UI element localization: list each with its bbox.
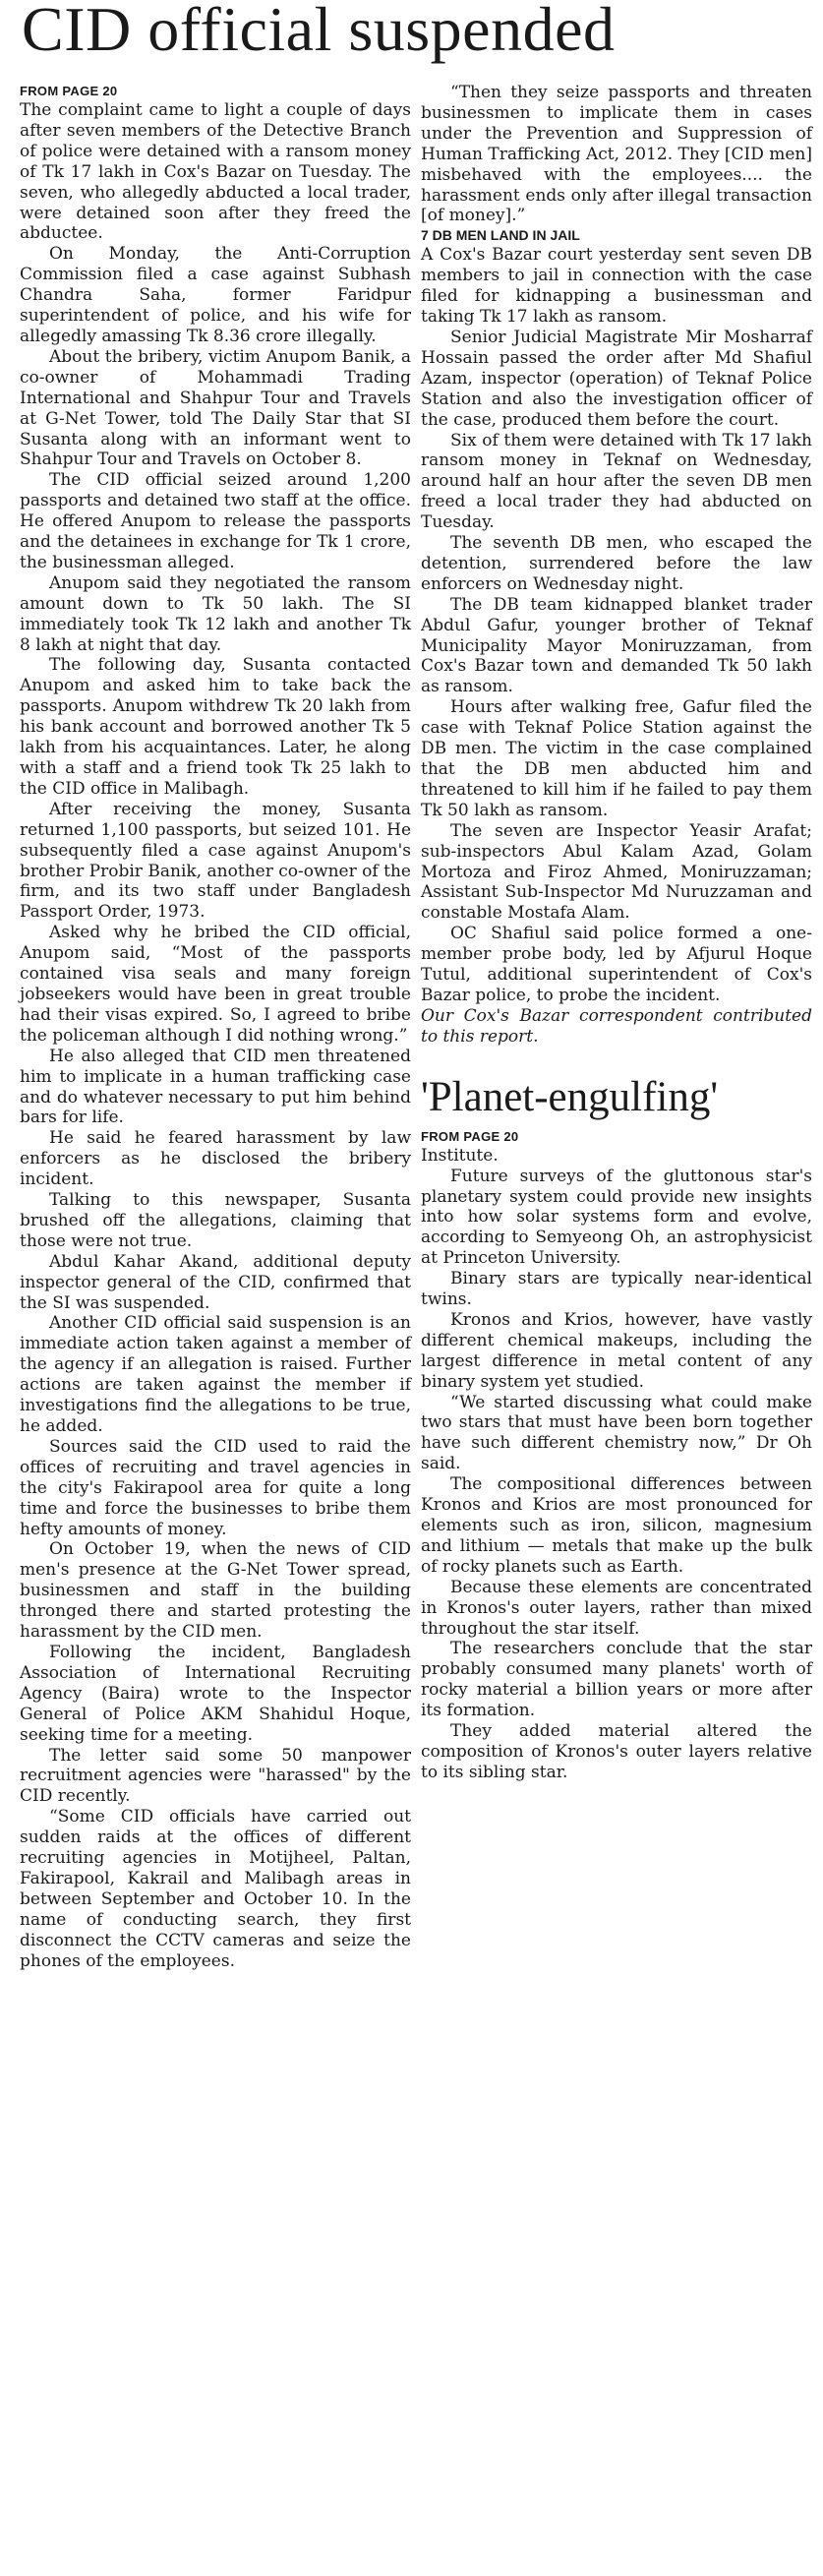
page-headline: CID official suspended	[22, 0, 616, 64]
story1-paragraph: Following the incident, Bangladesh Association of International Recruiting Agency (Baira) wrote to the Inspector General of Police AKM Shahidul Hoque, seeking time for a meeting.	[20, 1642, 411, 1745]
story1-paragraph: Another CID official said suspension is an immediate action taken against a member of the agency if an allegation is raised. Further actions are taken against the member if investigations find the allegations to be true, he added.	[20, 1313, 411, 1436]
story1-paragraph: He said he feared harassment by law enforcers as he disclosed the bribery incident.	[20, 1128, 411, 1190]
story1-paragraph: The following day, Susanta contacted Anupom and asked him to take back the passports. Anupom withdrew Tk 20 lakh from his bank account and borrowed another Tk 5 lakh from his acquaintances. Later, he along with a staff and a friend took Tk 25 lakh to the CID office in Malibagh.	[20, 655, 411, 799]
story2-subhead: 7 DB MEN LAND IN JAIL	[421, 227, 580, 244]
story1-paragraph: On Monday, the Anti-Corruption Commission filed a case against Subhash Chandra Saha, former Faridpur superintendent of police, and his wife for allegedly amassing Tk 8.36 crore illegally.	[20, 244, 411, 346]
story3-paragraph: The researchers conclude that the star probably consumed many planets' worth of rocky material a billion years or more after its formation.	[421, 1639, 812, 1721]
story2-paragraph: Senior Judicial Magistrate Mir Mosharraf Hossain passed the order after Md Shafiul Azam, inspector (operation) of Teknaf Police Station and also the investigation officer of the case, produced them before the court.	[421, 327, 812, 430]
story3-paragraph: Future surveys of the gluttonous star's planetary system could provide new insights into how solar systems form and evolve, according to Semyeong Oh, an astrophysicist at Princeton University.	[421, 1166, 812, 1269]
story3-paragraph: Kronos and Krios, however, have vastly different chemical makeups, including the largest difference in metal content of any binary system yet studied.	[421, 1309, 812, 1392]
story3-paragraph: “We started discussing what could make two stars that must have been born together have such different chemistry now,” Dr Oh said.	[421, 1392, 812, 1474]
story2-credit-line: Our Cox's Bazar correspondent contributed to this report.	[421, 1005, 812, 1047]
story3-paragraph: Binary stars are typically near-identical twins.	[421, 1269, 812, 1310]
story2-paragraph: The DB team kidnapped blanket trader Abdul Gafur, younger brother of Teknaf Municipality Mayor Moniruzzaman, from Cox's Bazar town and demanded Tk 50 lakh as ransom.	[421, 594, 812, 697]
story1-paragraph: The complaint came to light a couple of days after seven members of the Detective Branch of police were detained with a ransom money of Tk 17 lakh in Cox's Bazar on Tuesday. The seven, who allegedly abducted a local trader, were detained soon after they freed the abductee.	[20, 100, 411, 244]
story1-paragraph: After receiving the money, Susanta returned 1,100 passports, but seized 101. He subsequently filed a case against Anupom's brother Probir Banik, another co-owner of the firm, and its two staff under Bangladesh Passport Order, 1973.	[20, 799, 411, 923]
story1-paragraph: Sources said the CID used to raid the offices of recruiting and travel agencies in the city's Fakirapool area for quite a long time and force the businesses to bribe them hefty amounts of money.	[20, 1436, 411, 1539]
left-column	[20, 83, 411, 1971]
story1-paragraph: Asked why he bribed the CID official, Anupom said, “Most of the passports contained visa seals and many foreign jobseekers would have been in great trouble had their visas expired. So, I agreed to bribe the policeman although I did nothing wrong.”	[20, 923, 411, 1046]
story1-paragraph: He also alleged that CID men threatened him to implicate in a human trafficking case and do whatever necessary to put him behind bars for life.	[20, 1046, 411, 1128]
story2-paragraph: The seventh DB men, who escaped the detention, surrendered before the law enforcers on Wednesday night.	[421, 533, 812, 594]
story2-paragraph: Six of them were detained with Tk 17 lakh ransom money in Teknaf on Wednesday, around half an hour after the seven DB men freed a local trader they had abducted on Tuesday.	[421, 430, 812, 533]
story1-paragraph: The letter said some 50 manpower recruitment agencies were "harassed" by the CID recently.	[20, 1745, 411, 1807]
story1-paragraph: “Then they seize passports and threaten businessmen to implicate them in cases under the Prevention and Suppression of Human Trafficking Act, 2012. They [CID men] misbehaved with the employees.... the harassment ends only after illegal transaction [of money].”	[421, 83, 813, 226]
story1-paragraph: “Some CID officials have carried out sudden raids at the offices of different recruiting agencies in Motijheel, Paltan, Fakirapool, Kakrail and Malibagh areas in between September and October 10. In the name of conducting search, they first disconnect the CCTV cameras and seize the phones of the employees.	[20, 1807, 411, 1971]
story2-paragraph: OC Shafiul said police formed a one-member probe body, led by Afjurul Hoque Tutul, additional superintendent of Cox's Bazar police, to probe the incident.	[421, 924, 812, 1005]
story2-paragraph: Hours after walking free, Gafur filed the case with Teknaf Police Station against the DB men. The victim in the case complained that the DB men abducted him and threatened to kill him if he failed to pay them Tk 50 lakh as ransom.	[421, 697, 812, 820]
story1-paragraph: Anupom said they negotiated the ransom amount down to Tk 50 lakh. The SI immediately took Tk 12 lakh and another Tk 8 lakh at night that day.	[20, 572, 411, 655]
story1-paragraph: About the bribery, victim Anupom Banik, a co-owner of Mohammadi Trading International and Shahpur Tour and Travels at G-Net Tower, told The Daily Star that SI Susanta along with an informant went to Shahpur Tour and Travels on October 8.	[20, 346, 411, 470]
story2-paragraph: The seven are Inspector Yeasir Arafat; sub-inspectors Abul Kalam Azad, Golam Mortoza and Firoz Ahmed, Moniruzzaman; Assistant Sub-Inspector Md Nuruzzaman and constable Mostafa Alam.	[421, 820, 812, 924]
story3-lead: Institute.	[421, 1145, 499, 1166]
story3-paragraph: The compositional differences between Kronos and Krios are most pronounced for elements such as iron, silicon, magnesium and lithium — metals that make up the bulk of rocky planets such as Earth.	[421, 1474, 812, 1577]
story1-paragraph: Talking to this newspaper, Susanta brushed off the allegations, claiming that those were not true.	[20, 1190, 411, 1251]
right-column	[421, 83, 812, 1783]
story3-jump-line: FROM PAGE 20	[421, 1128, 519, 1144]
story1-jump-line: FROM PAGE 20	[20, 84, 118, 98]
story1-paragraph: Abdul Kahar Akand, additional deputy inspector general of the CID, confirmed that the SI was suspended.	[20, 1251, 411, 1313]
story1-paragraph: On October 19, when the news of CID men's presence at the G-Net Tower spread, businessmen and staff in the building thronged there and started protesting the harassment by the CID men.	[20, 1539, 411, 1643]
story2-paragraph: A Cox's Bazar court yesterday sent seven DB members to jail in connection with the case filed for kidnapping a businessman and taking Tk 17 lakh as ransom.	[421, 245, 812, 328]
story3-headline: 'Planet-engulfing'	[421, 1073, 719, 1120]
story1-paragraph: The CID official seized around 1,200 passports and detained two staff at the office. He offered Anupom to release the passports and the detainees in exchange for Tk 1 crore, the businessman alleged.	[20, 470, 411, 572]
story3-paragraph: They added material altered the composition of Kronos's outer layers relative to its sibling star.	[421, 1721, 812, 1782]
story3-paragraph: Because these elements are concentrated in Kronos's outer layers, rather than mixed throughout the star itself.	[421, 1577, 812, 1639]
